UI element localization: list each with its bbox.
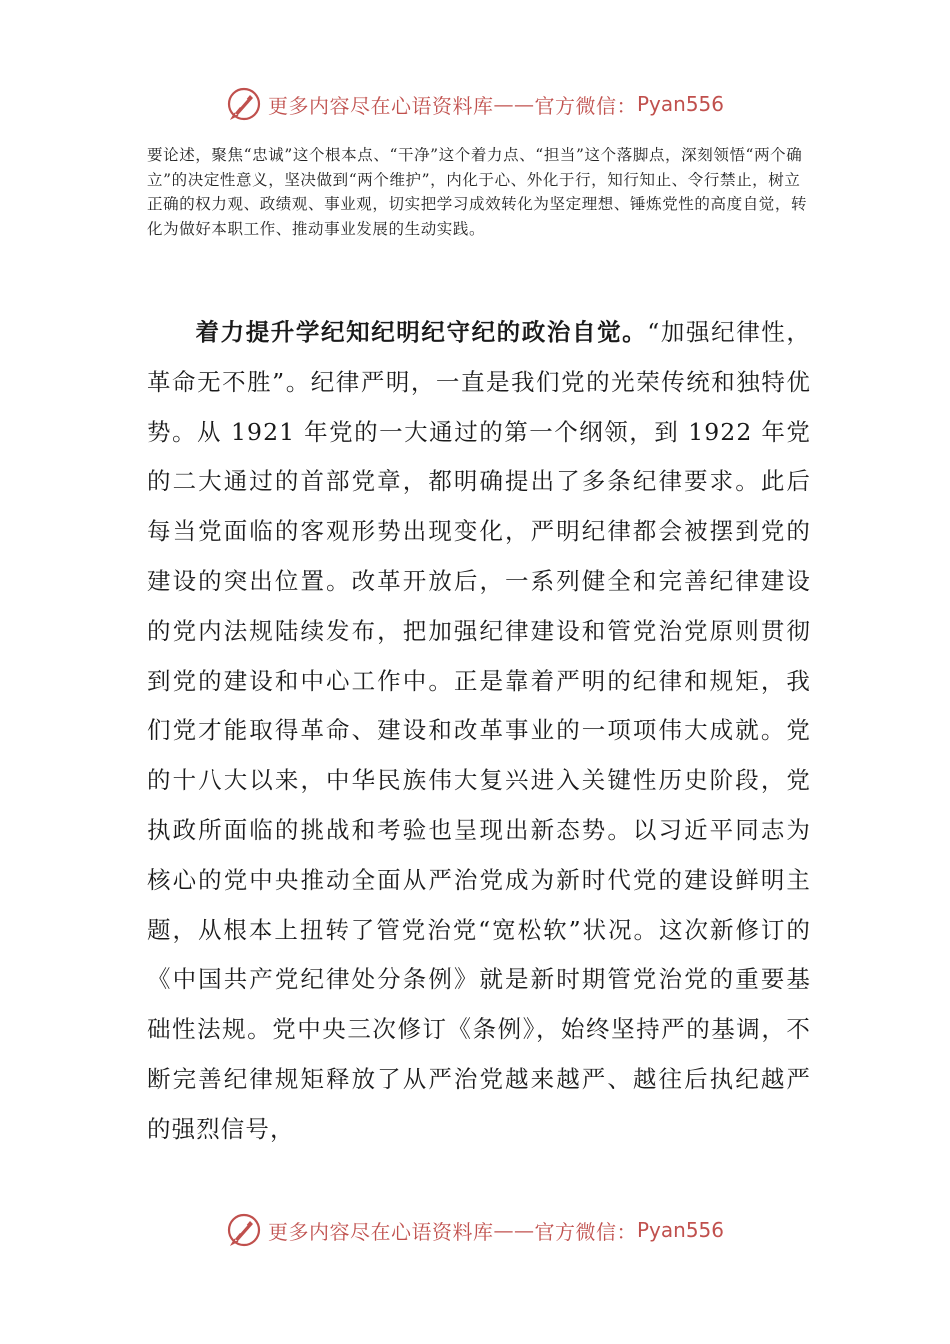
header-brand-text: 更多内容尽在心语资料库 — [267, 93, 494, 118]
quill-pen-logo-icon — [226, 86, 262, 122]
header-wechat-id: Pyan556 — [636, 92, 724, 116]
quill-pen-logo-icon — [226, 1212, 262, 1248]
footer-wechat-id: Pyan556 — [636, 1218, 724, 1242]
header-watermark — [0, 84, 950, 124]
footer-wechat-label: 官方微信： — [534, 1219, 637, 1244]
header-dash: —— — [493, 92, 535, 116]
intro-paragraph: 要论述，聚焦“忠诚”这个根本点、“干净”这个着力点、“担当”这个落脚点，深刻领悟“两个确立”的决定性意义，坚决做到“两个维护”，内化于心、外化于行，知行知止、令行禁止，树立正确的权力观、政绩观、事业观，切实把学习成效转化为坚定理想、锤炼党性的高度自觉，转化为做好本职工作、推动事业发展的生动实践。 — [147, 146, 808, 238]
header-wechat-label: 官方微信： — [534, 93, 637, 118]
section-heading: 着力提升学纪知纪明纪守纪的政治自觉。 — [195, 318, 648, 346]
section-paragraph — [147, 308, 811, 1155]
footer-dash: —— — [493, 1218, 535, 1242]
section-text: “加强纪律性，革命无不胜”。纪律严明，一直是我们党的光荣传统和独特优势。从 1921 年党的一大通过的第一个纲领，到 1922 年党的二大通过的首部党章，都明确提出了多条纪律要求。此后每当党面临的客观形势出现变化，严明纪律都会被摆到党的建设的突出位置。改革开放后，一系列健全和完善纪律建设的党内法规陆续发布，把加强纪律建设和管党治党原则贯彻到党的建设和中心工作中。正是靠着严明的纪律和规矩，我们党才能取得革命、建设和改革事业的一项项伟大成就。党的十八大以来，中华民族伟大复兴进入关键性历史阶段，党执政所面临的挑战和考验也呈现出新态势。以习近平同志为核心的党中央推动全面从严治党成为新时代党的建设鲜明主题，从根本上扭转了管党治党“宽松软”状况。这次新修订的《中国共产党纪律处分条例》就是新时期管党治党的重要基础性法规。党中央三次修订《条例》，始终坚持严的基调，不断完善纪律规矩释放了从严治党越来越严、越往后执纪越严的强烈信号， — [147, 318, 811, 1143]
footer-watermark — [0, 1210, 950, 1250]
footer-brand-text: 更多内容尽在心语资料库 — [267, 1219, 494, 1244]
